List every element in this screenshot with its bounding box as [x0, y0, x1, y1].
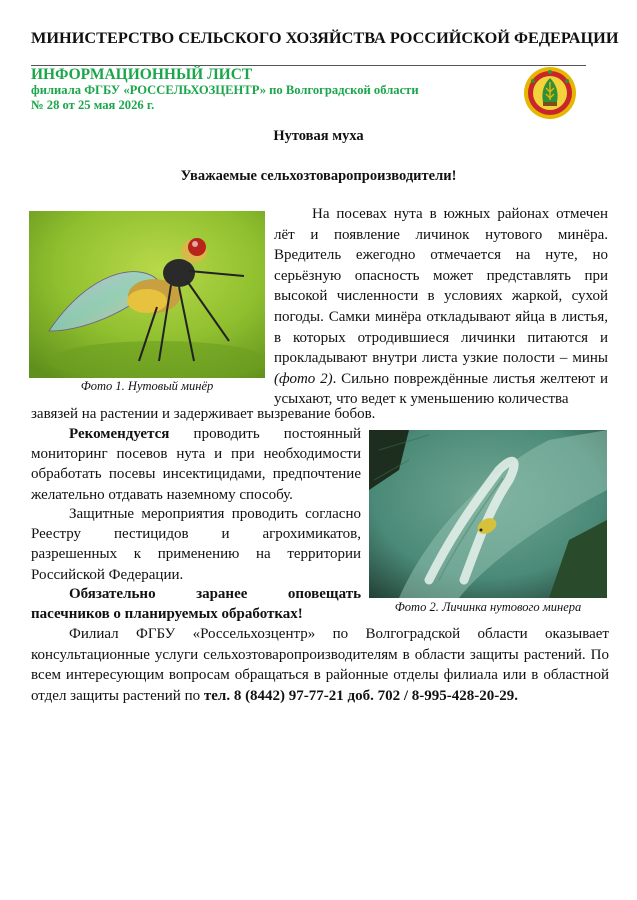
- contact-phone: тел. 8 (8442) 97-77-21 доб. 702 / 8-995-428-20-29.: [203, 687, 519, 704]
- photo-2-caption: Фото 2. Личинка нутового минера: [394, 600, 582, 614]
- info-sheet-subtitle: филиала ФГБУ «РОССЕЛЬХОЗЦЕНТР» по Волгоградской области: [31, 83, 419, 97]
- paragraph-pest-description-main: На посевах нута в южных районах отмечен лёт и появление личинок нутового минёра. Вредитель ежегодно отмечается на нуте, но серьёзную опасность может представлять при высокой численности в условиях жаркой, сухой погоды. Самки минёра откладывают яйца в листья, в которых отродившиеся личинки питаются и прокладывают внутри листа узкие полости – мины: [274, 206, 608, 367]
- ministry-heading: МИНИСТЕРСТВО СЕЛЬСКОГО ХОЗЯЙСТВА РОССИЙСКОЙ ФЕДЕРАЦИИ: [31, 28, 619, 47]
- paragraph-pest-description-continued: завязей на растении и задерживает вызревание бобов.: [31, 406, 376, 422]
- recommendation-text: проводить постоянный мониторинг посевов нута и при необходимости обработать посевы инсектицидами, предпочтение желательно отдавать наземному способу.: [31, 426, 361, 503]
- paragraph-recommendation: [31, 424, 361, 505]
- paragraph-beekeeper-warning: Обязательно заранее оповещать пасечников о планируемых обработках!: [31, 586, 361, 623]
- paragraph-protection-measures: Защитные мероприятия проводить согласно Реестру пестицидов и агрохимикатов, разрешенных к применению на территории Российской Федерации.: [31, 506, 361, 583]
- photo-leafminer-larva: [369, 430, 607, 598]
- photo-1-caption: Фото 1. Нутовый минёр: [80, 379, 214, 393]
- document-title: Нутовая муха: [273, 128, 364, 144]
- photo-leafminer-fly: [29, 211, 265, 378]
- greeting: Уважаемые сельхозтоваропроизводители!: [180, 168, 457, 184]
- paragraph-contacts: [31, 624, 609, 706]
- paragraph-pest-description: [274, 204, 608, 410]
- recommendation-lead: Рекомендуется: [69, 426, 170, 442]
- paragraph-pest-description-end: . Сильно повреждённые листья желтеют и усыхают, что ведет к уменьшению количества: [274, 370, 608, 408]
- info-sheet-title: ИНФОРМАЦИОННЫЙ ЛИСТ: [31, 66, 253, 83]
- rosselkhoztsentr-logo: [523, 66, 577, 120]
- photo-2-reference: (фото 2): [274, 370, 333, 387]
- contacts-text: Филиал ФГБУ «Россельхозцентр» по Волгоградской области оказывает консультационные услуги сельхозтоваропроизводителям в области защиты растений. По всем интересующим вопросам обращаться в районные отделы филиала или в областной отдел защиты растений по: [31, 626, 609, 704]
- info-sheet-number: № 28 от 25 мая 2026 г.: [31, 98, 155, 112]
